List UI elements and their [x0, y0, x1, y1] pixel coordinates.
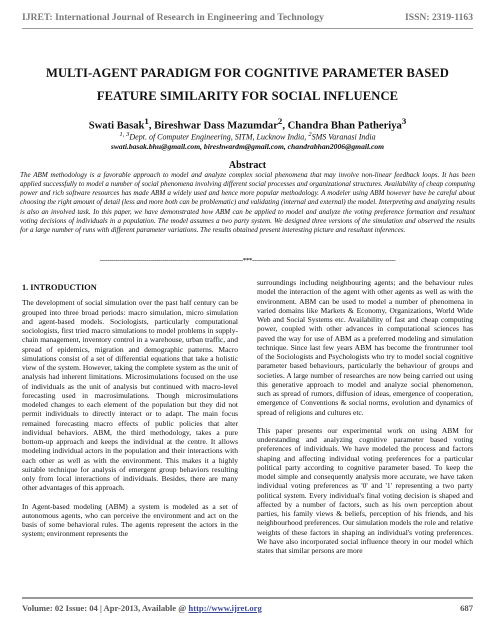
paper-title	[22, 62, 473, 108]
journal-name: IJRET: International Journal of Research in Engineering and Technology	[22, 12, 324, 23]
body-paragraph: In Agent-based modeling (ABM) a system is modeled as a set of autonomous agents, who can perceive the environment and act on the basis of some behavioral rules. The agents represent the actors in the system; environment represents the	[22, 501, 238, 539]
section-separator: -------------------------------------------------------------------------***-------------------------------------------------------------------------	[99, 257, 396, 264]
author-1-sup: 1	[144, 116, 149, 126]
abstract-text: The ABM methodology is a favorable approach to model and analyze complex social phenomena that may involve non-linear feedback loops. It has been applied successfully to model a number of social phenomena involving different social processes and organizational structures. Availability of cheap computing power and rich software resources has made ABM a widely used and hence more popular methodology. A modeler using ABM however have be careful about choosing the right amount of detail (less and more both can be problematic) and validating (internal and external) the model. Interpreting and analyzing results is also an involved task. In this paper, we have demonstrated how ABM can be applied to model and analyze the voting preference formation and resultant voting decisions of individuals in a population. The model assumes a two party system. We designed three versions of the simulation and observed the results for a large number of runs with different parameter variations. The results obtained present interesting picture and resultant inferences.	[20, 171, 475, 234]
affiliation	[22, 131, 473, 142]
page-number: 687	[460, 603, 473, 613]
footer-volume-text: Volume: 02 Issue: 04 | Apr-2013, Available @	[22, 603, 189, 613]
affiliation-sup-2: 2	[308, 131, 312, 138]
right-column	[257, 278, 473, 596]
affiliation-text-1: Dept. of Computer Engineering, SITM, Lucknow India,	[129, 132, 309, 142]
body-paragraph: This paper presents our experimental work on using ABM for understanding and analyzing cognitive parameter based voting preferences of individuals. We have modeled the process and factors shaping and affecting individual voting preferences for a particular political party according to cognitive parameter based. To keep the model simple and consequently analysis more accurate, we have taken individual voting preferences as '0' and '1' representing a two party political system. Every individual's final voting decision is shaped and affected by a number of factors, such as his own perception about parties, his family views & beliefs, perception of his friends, and his neighbourhood preferences. Our simulation models the role and relative weights of these factors in shaping an individual's voting preferences. We have also incorporated social influence theory in our model which states that similar persons are more	[257, 425, 473, 555]
author-2-sup: 2	[277, 116, 283, 126]
affiliation-sup-1: 1, 3	[119, 131, 130, 138]
journal-header	[22, 8, 473, 30]
author-2: Bireshwar Dass Mazumdar	[154, 120, 278, 132]
footer-volume	[22, 603, 262, 613]
author-list	[22, 116, 473, 132]
author-3-sup: 3	[401, 116, 407, 126]
section-heading-introduction: 1. INTRODUCTION	[22, 283, 97, 292]
author-emails: swati.basak.bhu@gmail.com, bireshwardm@gmail.com, chandrabhan2006@gmail.com	[110, 142, 385, 151]
author-3: Chandra Bhan Patheriya	[287, 120, 402, 132]
body-paragraph: The development of social simulation over the past half century can be grouped into three broad periods: macro simulation, micro simulation and agent-based models. Sociologists, particularly computational sociologists, first tried macro simulations to model problems in supply-chain management, inventory control in a warehouse, urban traffic, and spread of epidemics, migration and demographic patterns. Macro simulations consist of a set of differential equations that take a holistic view of the system. However, taking the complete system as the unit of analysis had inherent limitations. Microsimulations focused on the use of individuals as the unit of analysis but continued with macro-level forecasting used in macrosimulations. Though microsimulations modeled changes to each element of the population but they did not permit individuals to directly interact or to adapt. The main focus remained forecasting macro effects of public policies that alter individual behaviors. ABM, the third methodology, takes a pure bottom-up approach and keeps the individual at the centre. It allows modeling individual actors in the population and their interactions with each other as well as with the environment. This makes it a highly suitable technique for analysis of emergent group behaviors resulting only from local interactions of individuals. Besides, there are many other advantages of this approach.	[22, 298, 238, 493]
issn: ISSN: 2319-1163	[405, 12, 473, 23]
title-line-1: MULTI-AGENT PARADIGM FOR COGNITIVE PARAMETER BASED	[45, 66, 450, 80]
abstract-heading: Abstract	[228, 160, 267, 171]
body-paragraph: surroundings including neighbouring agents; and the behaviour rules model the interaction of the agent with other agents as well as with the environment. ABM can be used to model a number of phenomena in varied domains like Markets & Economy, Organizations, World Wide Web and Social Systems etc. Availability of fast and cheap computing power, coupled with other advances in computational sciences has paved the way for use of ABM as a preferred modeling and simulation technique. Since last few years ABM has become the frontrunner tool of the Sociologists and Psychologists who try to model social cognitive parameter based behaviours, particularly the behaviour of groups and societies. A large number of researches are now being carried out using this generative approach to model and analyze social phenomenon, such as spread of rumors, diffusion of ideas, emergence of cooperation, emergence of Conventions & social norms, evolution and dynamics of spread of religions and cultures etc.	[257, 278, 473, 417]
journal-url-link[interactable]: http://www.ijret.org	[188, 603, 262, 613]
author-sep: ,	[282, 120, 288, 132]
footer-rule	[22, 597, 473, 599]
header-rule	[22, 28, 473, 29]
author-sep: ,	[148, 120, 155, 132]
affiliation-text-2: SMS Varanasi India	[311, 132, 376, 142]
title-line-2: FEATURE SIMILARITY FOR SOCIAL INFLUENCE	[96, 89, 399, 103]
author-1: Swati Basak	[88, 120, 145, 132]
left-column	[22, 278, 238, 596]
